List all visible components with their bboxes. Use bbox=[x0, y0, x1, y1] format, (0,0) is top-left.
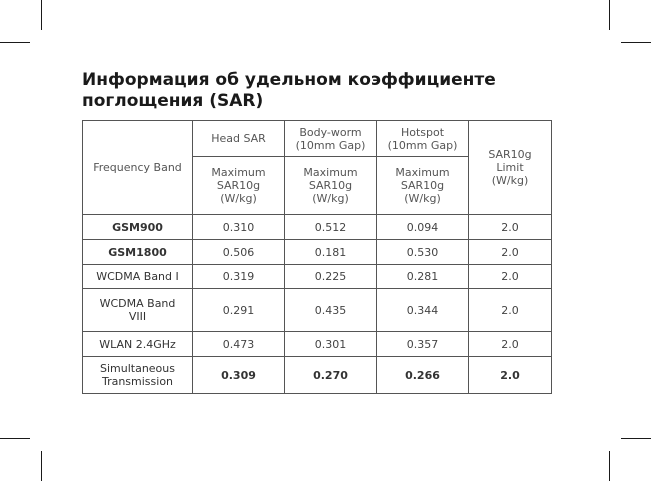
head-value: 0.506 bbox=[193, 240, 285, 265]
table-row bbox=[83, 332, 552, 357]
body-value: 0.301 bbox=[285, 332, 377, 357]
band-cell: WLAN 2.4GHz bbox=[83, 332, 193, 357]
head-value: 0.309 bbox=[193, 357, 285, 394]
table-row bbox=[83, 215, 552, 240]
subheader-head-max: Maximum SAR10g (W/kg) bbox=[193, 157, 285, 215]
header-head-sar: Head SAR bbox=[193, 121, 285, 157]
table-row bbox=[83, 265, 552, 289]
band-cell: WCDMA Band I bbox=[83, 265, 193, 289]
crop-mark bbox=[621, 42, 651, 43]
table-row bbox=[83, 357, 552, 394]
limit-value: 2.0 bbox=[469, 215, 552, 240]
hotspot-value: 0.266 bbox=[377, 357, 469, 394]
table-header-row bbox=[83, 121, 552, 157]
limit-value: 2.0 bbox=[469, 357, 552, 394]
header-sar-limit: SAR10g Limit (W/kg) bbox=[469, 121, 552, 215]
hotspot-value: 0.281 bbox=[377, 265, 469, 289]
table-row bbox=[83, 289, 552, 332]
crop-mark bbox=[621, 438, 651, 439]
head-value: 0.291 bbox=[193, 289, 285, 332]
limit-value: 2.0 bbox=[469, 240, 552, 265]
body-value: 0.435 bbox=[285, 289, 377, 332]
body-value: 0.270 bbox=[285, 357, 377, 394]
header-hotspot-gap: (10mm Gap) bbox=[387, 138, 458, 152]
hotspot-value: 0.344 bbox=[377, 289, 469, 332]
header-body-worn bbox=[285, 121, 377, 157]
header-body-worn-label: Body-worm bbox=[299, 125, 362, 139]
limit-value: 2.0 bbox=[469, 265, 552, 289]
head-value: 0.319 bbox=[193, 265, 285, 289]
header-hotspot-label: Hotspot bbox=[400, 125, 445, 139]
table-row bbox=[83, 240, 552, 265]
crop-mark bbox=[0, 42, 30, 43]
body-value: 0.512 bbox=[285, 215, 377, 240]
band-cell: GSM1800 bbox=[83, 240, 193, 265]
subheader-hotspot-max: Maximum SAR10g (W/kg) bbox=[377, 157, 469, 215]
crop-mark bbox=[41, 0, 42, 30]
head-value: 0.473 bbox=[193, 332, 285, 357]
limit-value: 2.0 bbox=[469, 289, 552, 332]
header-frequency-band: Frequency Band bbox=[83, 121, 193, 215]
hotspot-value: 0.357 bbox=[377, 332, 469, 357]
crop-mark bbox=[609, 0, 610, 30]
limit-value: 2.0 bbox=[469, 332, 552, 357]
hotspot-value: 0.530 bbox=[377, 240, 469, 265]
head-value: 0.310 bbox=[193, 215, 285, 240]
band-cell: WCDMA Band VIII bbox=[83, 289, 193, 332]
band-cell: GSM900 bbox=[83, 215, 193, 240]
crop-mark bbox=[609, 451, 610, 481]
body-value: 0.225 bbox=[285, 265, 377, 289]
crop-mark bbox=[41, 451, 42, 481]
page-title: Информация об удельном коэффициенте поглощения (SAR) bbox=[82, 70, 496, 111]
band-cell: Simultaneous Transmission bbox=[83, 357, 193, 394]
subheader-body-max: Maximum SAR10g (W/kg) bbox=[285, 157, 377, 215]
body-value: 0.181 bbox=[285, 240, 377, 265]
hotspot-value: 0.094 bbox=[377, 215, 469, 240]
crop-mark bbox=[0, 438, 30, 439]
header-body-worn-gap: (10mm Gap) bbox=[295, 138, 366, 152]
header-hotspot bbox=[377, 121, 469, 157]
sar-table bbox=[82, 120, 552, 394]
